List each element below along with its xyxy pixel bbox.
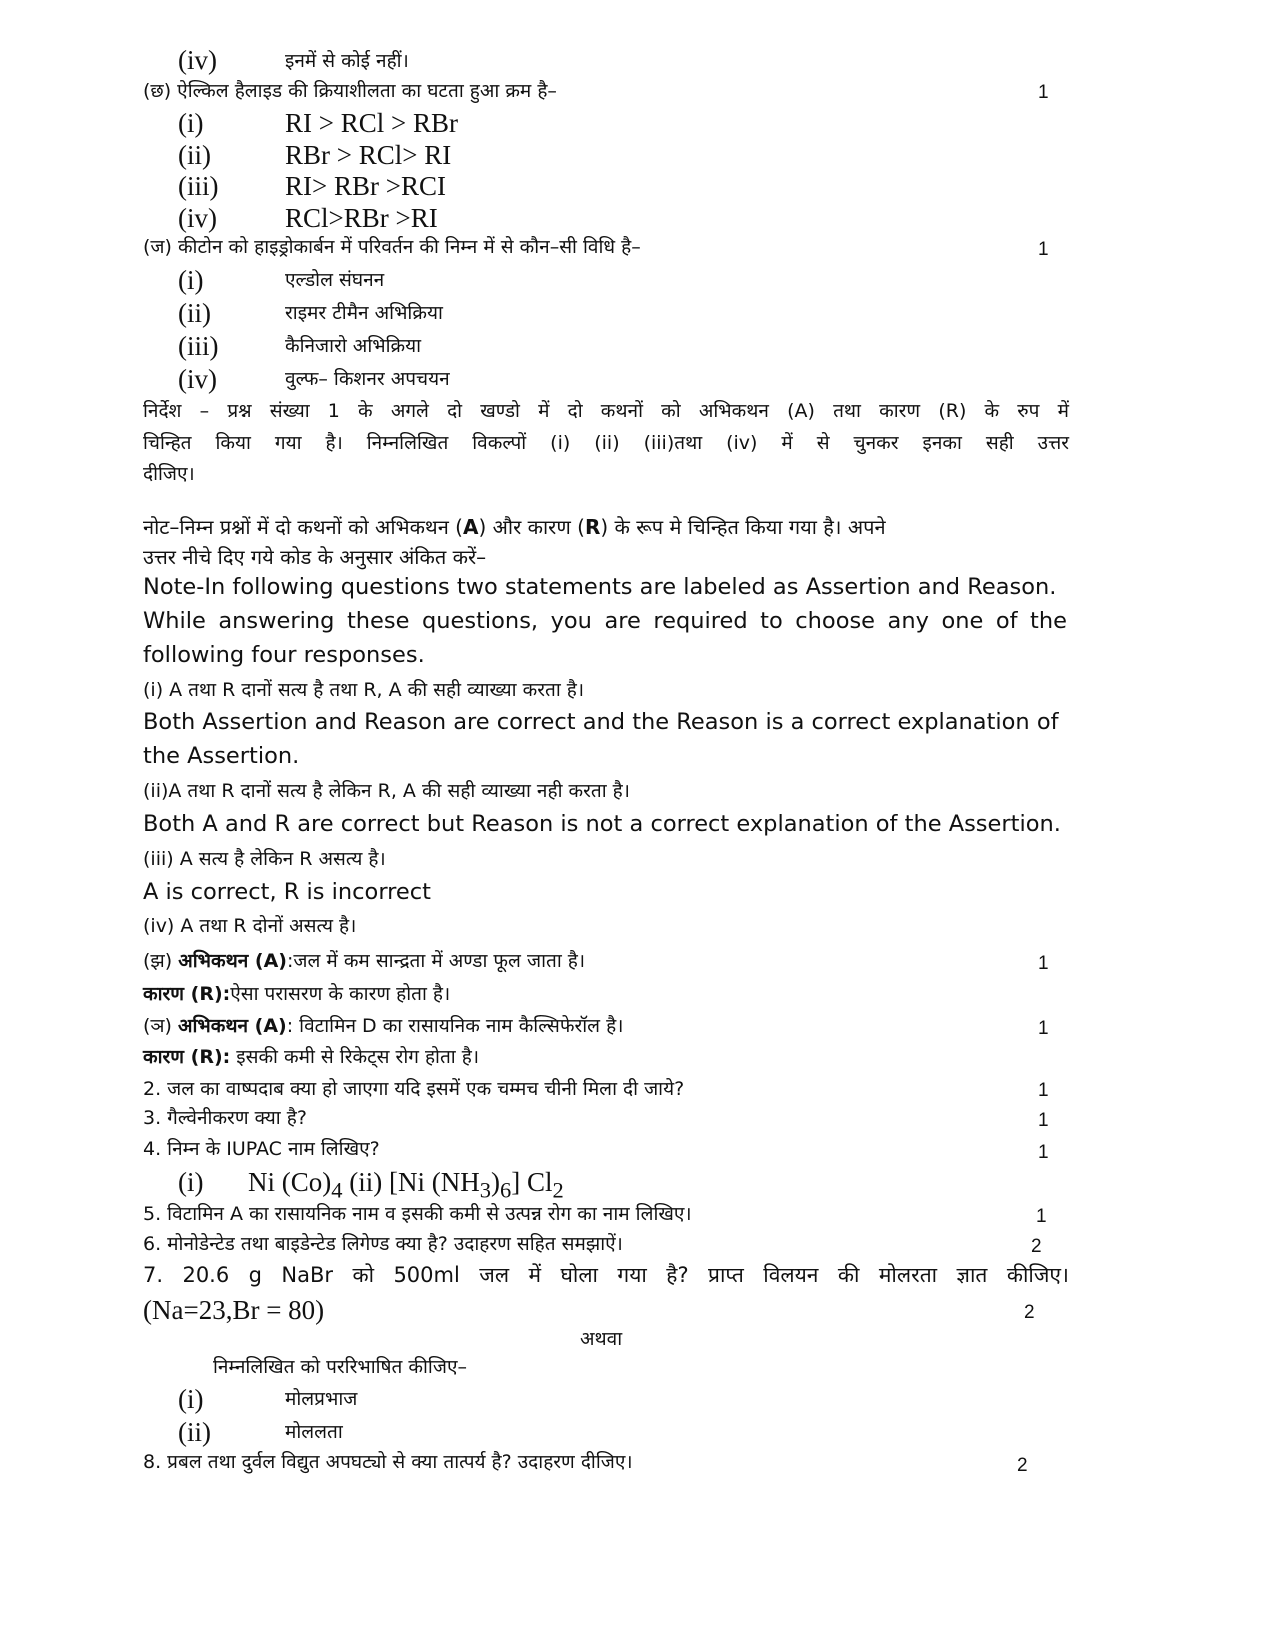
option-text: RI> RBr >RCI xyxy=(285,171,446,201)
direction-line: निर्देश – प्रश्न संख्या 1 के अगले दो खण्डो में दो कथनों को अभिकथन (A) तथा कारण (R) के रुप में xyxy=(143,400,1069,422)
alt-question: निम्नलिखित को पररिभाषित कीजिए– xyxy=(213,1356,467,1378)
note-english-line: following four responses. xyxy=(143,642,425,668)
code-english: A is correct, R is incorrect xyxy=(143,879,431,905)
option-num: (iii) xyxy=(178,171,219,201)
marks: 2 xyxy=(1031,1236,1042,1257)
code-hindi: (i) A तथा R दानों सत्य है तथा R, A की सही व्याख्या करता है। xyxy=(143,679,585,701)
note-hindi-line: नोट–निम्न प्रश्नों में दो कथनों को अभिकथन (A) और कारण (R) के रूप मे चिन्हित किया गया है। अपने xyxy=(143,515,886,539)
marks: 1 xyxy=(1038,953,1049,974)
question-5: 5. विटामिन A का रासायनिक नाम व इसकी कमी से उत्पन्न रोग का नाम लिखिए। xyxy=(143,1203,692,1225)
note-hindi-line: उत्तर नीचे दिए गये कोड के अनुसार अंकित करें– xyxy=(143,545,487,569)
option-num: (iv) xyxy=(178,203,217,233)
option-text: मोललता xyxy=(285,1421,343,1443)
code-english: the Assertion. xyxy=(143,743,300,769)
question-7-data: (Na=23,Br = 80) xyxy=(143,1295,325,1325)
option-text: RCl>RBr >RI xyxy=(285,203,438,233)
marks: 2 xyxy=(1024,1302,1035,1323)
note-english-line: Note-In following questions two statements are labeled as Assertion and Reason. xyxy=(143,574,1057,600)
code-hindi: (iv) A तथा R दोनों असत्य है। xyxy=(143,915,357,937)
marks: 2 xyxy=(1017,1455,1028,1476)
note-english-line: While answering these questions, you are required to choose any one of the xyxy=(143,608,1067,634)
option-text: इनमें से कोई नहीं। xyxy=(285,50,409,72)
marks: 1 xyxy=(1038,1142,1049,1163)
question-6: 6. मोनोडेन्टेड तथा बाइडेन्टेड लिगेण्ड क्या है? उदाहरण सहित समझाऐं। xyxy=(143,1233,623,1255)
reason-jha: कारण (R):ऐसा परासरण के कारण होता है। xyxy=(143,983,451,1005)
marks: 1 xyxy=(1038,82,1049,103)
marks: 1 xyxy=(1038,239,1049,260)
option-num: (i) xyxy=(178,1384,204,1414)
option-num: (i) xyxy=(178,108,204,138)
question-8: 8. प्रबल तथा दुर्वल विद्युत अपघट्यो से क्या तात्पर्य है? उदाहरण दीजिए। xyxy=(143,1451,633,1473)
option-num: (ii) xyxy=(178,298,211,328)
option-num: (iv) xyxy=(178,364,217,394)
option-num: (iii) xyxy=(178,331,219,361)
option-num: (ii) xyxy=(178,140,211,170)
marks: 1 xyxy=(1038,1018,1049,1039)
option-num: (i) xyxy=(178,1167,204,1197)
iupac-formulas: Ni $(Co)_4$ (ii) [Ni $(NH_3)_6$] $Cl_2$ xyxy=(248,1167,564,1203)
marks: 1 xyxy=(1038,1080,1049,1101)
code-hindi: (iii) A सत्य है लेकिन R असत्य है। xyxy=(143,848,386,870)
question-nya: (ञ) अभिकथन (A): विटामिन D का रासायनिक नाम कैल्सिफेरॉल है। xyxy=(143,1015,624,1037)
option-text: मोलप्रभाज xyxy=(285,1388,358,1410)
marks: 1 xyxy=(1036,1206,1047,1227)
question-3: 3. गैल्वेनीकरण क्या है? xyxy=(143,1107,307,1129)
code-english: Both Assertion and Reason are correct and the Reason is a correct explanation of xyxy=(143,709,1059,735)
question-cha: (छ) ऐल्किल हैलाइड की क्रियाशीलता का घटता हुआ क्रम है– xyxy=(143,80,557,102)
question-ja: (ज) कीटोन को हाइड्रोकार्बन में परिवर्तन की निम्न में से कौन–सी विधि है– xyxy=(143,236,641,258)
code-english: Both A and R are correct but Reason is not a correct explanation of the Assertion. xyxy=(143,811,1061,837)
option-text: कैनिजारो अभिक्रिया xyxy=(285,335,422,357)
option-num: (iv) xyxy=(178,45,217,75)
reason-nya: कारण (R): इसकी कमी से रिकेट्स रोग होता है। xyxy=(143,1046,480,1068)
option-num: (ii) xyxy=(178,1417,211,1447)
option-text: वुल्फ– किशनर अपचयन xyxy=(285,368,450,390)
direction-line: चिन्हित किया गया है। निम्नलिखित विकल्पों (i) (ii) (iii)तथा (iv) में से चुनकर इनका सही उत्तर xyxy=(143,432,1069,454)
question-2: 2. जल का वाष्पदाब क्या हो जाएगा यदि इसमें एक चम्मच चीनी मिला दी जाये? xyxy=(143,1078,685,1100)
option-text: RBr > RCl> RI xyxy=(285,140,452,170)
or-divider: अथवा xyxy=(580,1328,623,1350)
code-hindi: (ii)A तथा R दानों सत्य है लेकिन R, A की सही व्याख्या नही करता है। xyxy=(143,780,630,802)
option-text: एल्डोल संघनन xyxy=(285,269,385,291)
option-text: राइमर टीमैन अभिक्रिया xyxy=(285,302,443,324)
marks: 1 xyxy=(1038,1110,1049,1131)
option-text: RI > RCl > RBr xyxy=(285,108,458,138)
option-num: (i) xyxy=(178,265,204,295)
question-jha: (झ) अभिकथन (A):जल में कम सान्द्रता में अण्डा फूल जाता है। xyxy=(143,950,586,972)
direction-line: दीजिए। xyxy=(143,463,195,485)
question-4: 4. निम्न के IUPAC नाम लिखिए? xyxy=(143,1138,380,1160)
question-7: 7. 20.6 g NaBr को 500ml जल में घोला गया है? प्राप्त विलयन की मोलरता ज्ञात कीजिए। xyxy=(143,1263,1069,1287)
